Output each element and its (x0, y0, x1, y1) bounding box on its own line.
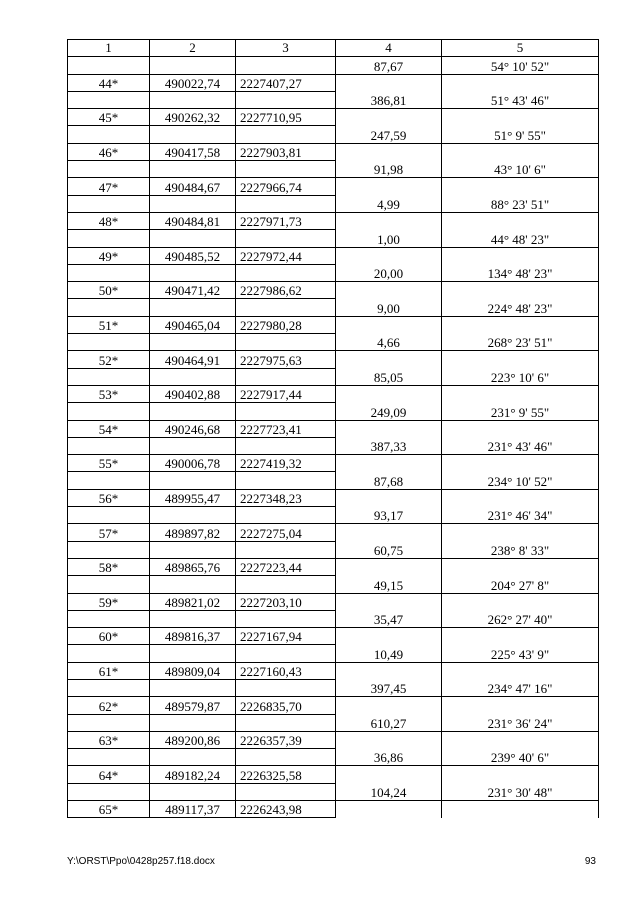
coord-x: 489182,24 (150, 766, 236, 783)
coord-y: 2227223,44 (236, 558, 336, 575)
coord-x: 489816,37 (150, 628, 236, 645)
segment-row (68, 368, 599, 385)
point-row (68, 351, 599, 368)
coord-x: 490246,68 (150, 420, 236, 437)
segment-row (68, 783, 599, 800)
point-id: 64* (68, 766, 150, 783)
segment-length: 247,59 (336, 126, 442, 143)
point-id: 63* (68, 731, 150, 748)
column-header: 5 (442, 40, 599, 57)
point-id: 51* (68, 316, 150, 333)
segment-row (68, 299, 599, 316)
segment-angle: 268° 23' 51" (442, 334, 599, 351)
coord-y: 2227275,04 (236, 524, 336, 541)
coord-y: 2227971,73 (236, 212, 336, 229)
segment-angle: 54° 10' 52" (442, 57, 599, 74)
point-row (68, 316, 599, 333)
segment-row (68, 645, 599, 662)
point-id: 48* (68, 212, 150, 229)
segment-angle: 43° 10' 6" (442, 161, 599, 178)
segment-row (68, 91, 599, 108)
coordinates-table (67, 39, 599, 818)
segment-length: 4,99 (336, 195, 442, 212)
coord-y: 2227723,41 (236, 420, 336, 437)
point-id: 59* (68, 593, 150, 610)
footer-file-path: Y:\ORST\Ppo\0428p257.f18.docx (67, 856, 215, 867)
segment-row (68, 57, 599, 74)
segment-length: 87,67 (336, 57, 442, 74)
point-row (68, 628, 599, 645)
point-id: 47* (68, 178, 150, 195)
coord-x: 490471,42 (150, 282, 236, 299)
point-id: 58* (68, 558, 150, 575)
coord-x: 489821,02 (150, 593, 236, 610)
coord-x: 490022,74 (150, 74, 236, 91)
coord-x: 489955,47 (150, 489, 236, 506)
segment-length: 36,86 (336, 749, 442, 766)
segment-angle: 234° 47' 16" (442, 679, 599, 696)
segment-length: 35,47 (336, 610, 442, 627)
point-id: 44* (68, 74, 150, 91)
segment-angle: 88° 23' 51" (442, 195, 599, 212)
point-id: 55* (68, 455, 150, 472)
coord-x: 489865,76 (150, 558, 236, 575)
point-row (68, 489, 599, 506)
point-row (68, 558, 599, 575)
point-id: 60* (68, 628, 150, 645)
segment-row (68, 541, 599, 558)
segment-length: 104,24 (336, 783, 442, 800)
coord-x: 490465,04 (150, 316, 236, 333)
segment-length: 9,00 (336, 299, 442, 316)
point-id: 61* (68, 662, 150, 679)
segment-angle: 224° 48' 23" (442, 299, 599, 316)
point-id: 57* (68, 524, 150, 541)
coord-y: 2227986,62 (236, 282, 336, 299)
segment-angle: 225° 43' 9" (442, 645, 599, 662)
point-row (68, 385, 599, 402)
coord-y: 2227917,44 (236, 385, 336, 402)
segment-row (68, 472, 599, 489)
coord-x: 490464,91 (150, 351, 236, 368)
point-id: 65* (68, 801, 150, 818)
segment-angle: 231° 30' 48" (442, 783, 599, 800)
segment-row (68, 507, 599, 524)
point-id: 49* (68, 247, 150, 264)
point-row (68, 524, 599, 541)
coord-y: 2227203,10 (236, 593, 336, 610)
segment-length: 60,75 (336, 541, 442, 558)
segment-angle: 134° 48' 23" (442, 264, 599, 281)
column-header: 3 (236, 40, 336, 57)
segment-row (68, 437, 599, 454)
segment-length: 87,68 (336, 472, 442, 489)
point-row (68, 212, 599, 229)
segment-length: 397,45 (336, 679, 442, 696)
segment-length: 20,00 (336, 264, 442, 281)
coord-x: 490006,78 (150, 455, 236, 472)
point-row (68, 247, 599, 264)
segment-angle: 231° 9' 55" (442, 403, 599, 420)
segment-length: 249,09 (336, 403, 442, 420)
column-header: 4 (336, 40, 442, 57)
point-row (68, 282, 599, 299)
segment-row (68, 714, 599, 731)
coord-y: 2227348,23 (236, 489, 336, 506)
coord-x: 490402,88 (150, 385, 236, 402)
segment-angle: 234° 10' 52" (442, 472, 599, 489)
point-row (68, 593, 599, 610)
segment-angle: 231° 46' 34" (442, 507, 599, 524)
segment-angle: 204° 27' 8" (442, 576, 599, 593)
point-row (68, 178, 599, 195)
column-header: 1 (68, 40, 150, 57)
footer-page-number: 93 (584, 856, 596, 867)
point-row (68, 766, 599, 783)
segment-angle: 51° 43' 46" (442, 91, 599, 108)
segment-angle: 223° 10' 6" (442, 368, 599, 385)
point-row (68, 731, 599, 748)
segment-length: 10,49 (336, 645, 442, 662)
point-id: 62* (68, 697, 150, 714)
column-header: 2 (150, 40, 236, 57)
point-row (68, 143, 599, 160)
coord-x: 490485,52 (150, 247, 236, 264)
segment-row (68, 334, 599, 351)
segment-row (68, 161, 599, 178)
segment-row (68, 576, 599, 593)
coord-x: 490484,67 (150, 178, 236, 195)
coord-x: 490417,58 (150, 143, 236, 160)
segment-length: 4,66 (336, 334, 442, 351)
coord-y: 2227710,95 (236, 109, 336, 126)
point-id: 50* (68, 282, 150, 299)
point-row (68, 455, 599, 472)
coord-y: 2226835,70 (236, 697, 336, 714)
segment-row (68, 264, 599, 281)
coord-y: 2227975,63 (236, 351, 336, 368)
coord-x: 490484,81 (150, 212, 236, 229)
coord-y: 2226243,98 (236, 801, 336, 818)
point-id: 52* (68, 351, 150, 368)
segment-angle: 231° 36' 24" (442, 714, 599, 731)
segment-row (68, 610, 599, 627)
coord-x: 489897,82 (150, 524, 236, 541)
coord-x: 489117,37 (150, 801, 236, 818)
coord-y: 2227407,27 (236, 74, 336, 91)
segment-angle: 44° 48' 23" (442, 230, 599, 247)
coord-y: 2226325,58 (236, 766, 336, 783)
coord-x: 489809,04 (150, 662, 236, 679)
segment-length: 93,17 (336, 507, 442, 524)
segment-length: 386,81 (336, 91, 442, 108)
point-id: 53* (68, 385, 150, 402)
segment-row (68, 749, 599, 766)
coord-x: 490262,32 (150, 109, 236, 126)
segment-length: 387,33 (336, 437, 442, 454)
coord-y: 2227903,81 (236, 143, 336, 160)
segment-length: 91,98 (336, 161, 442, 178)
point-row (68, 420, 599, 437)
segment-length: 85,05 (336, 368, 442, 385)
segment-angle: 231° 43' 46" (442, 437, 599, 454)
point-row (68, 74, 599, 91)
segment-row (68, 230, 599, 247)
coord-y: 2227167,94 (236, 628, 336, 645)
segment-row (68, 679, 599, 696)
point-id: 54* (68, 420, 150, 437)
point-row (68, 801, 599, 818)
point-id: 46* (68, 143, 150, 160)
segment-length: 1,00 (336, 230, 442, 247)
point-id: 56* (68, 489, 150, 506)
point-row (68, 697, 599, 714)
segment-angle: 262° 27' 40" (442, 610, 599, 627)
coord-y: 2227980,28 (236, 316, 336, 333)
coord-x: 489200,86 (150, 731, 236, 748)
table-header-row (68, 40, 599, 57)
coord-x: 489579,87 (150, 697, 236, 714)
coord-y: 2227972,44 (236, 247, 336, 264)
point-id: 45* (68, 109, 150, 126)
segment-angle: 51° 9' 55" (442, 126, 599, 143)
segment-row (68, 195, 599, 212)
segment-length: 610,27 (336, 714, 442, 731)
segment-angle: 239° 40' 6" (442, 749, 599, 766)
segment-length: 49,15 (336, 576, 442, 593)
coord-y: 2227160,43 (236, 662, 336, 679)
segment-row (68, 126, 599, 143)
segment-angle: 238° 8' 33" (442, 541, 599, 558)
point-row (68, 662, 599, 679)
segment-row (68, 403, 599, 420)
coord-y: 2227419,32 (236, 455, 336, 472)
coord-y: 2227966,74 (236, 178, 336, 195)
coord-y: 2226357,39 (236, 731, 336, 748)
point-row (68, 109, 599, 126)
